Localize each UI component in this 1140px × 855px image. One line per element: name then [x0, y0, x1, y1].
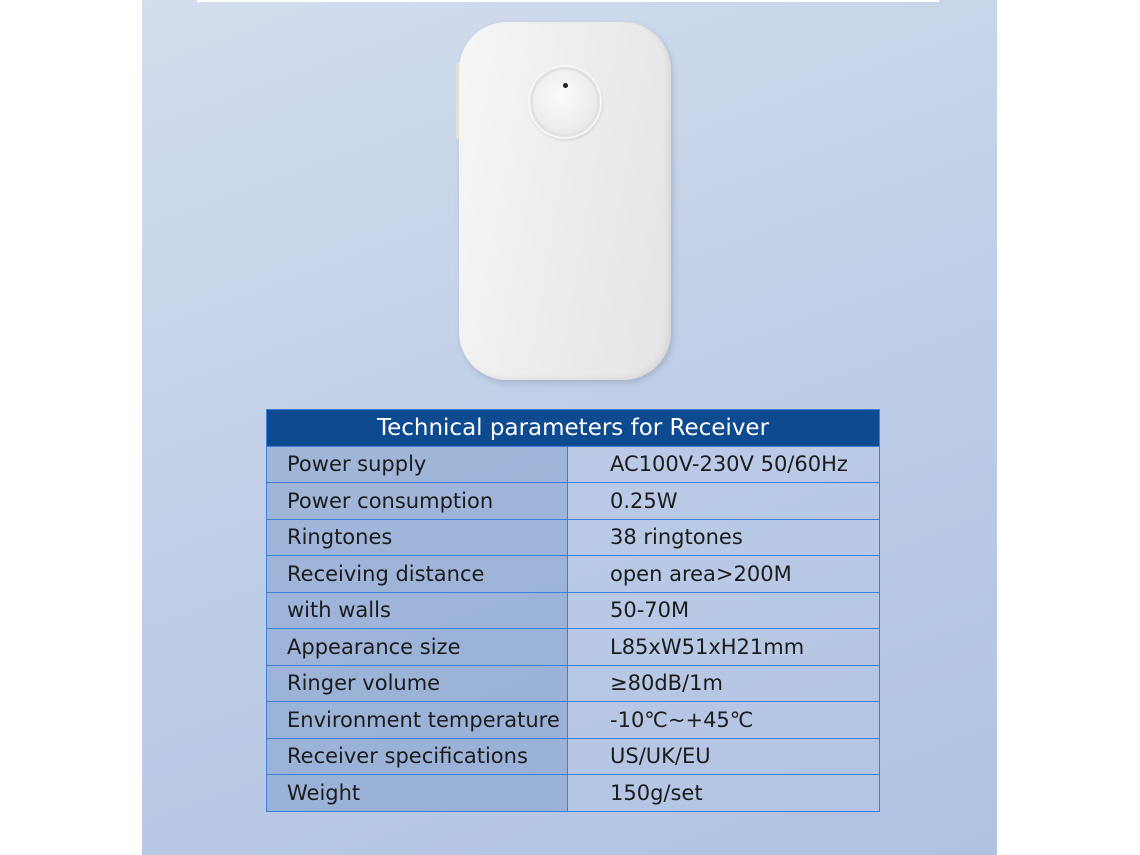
- spec-label: Ringtones: [267, 519, 568, 556]
- spec-value: 38 ringtones: [568, 519, 880, 556]
- spec-label: Receiver specifications: [267, 738, 568, 775]
- spec-value: -10℃~+45℃: [568, 702, 880, 739]
- table-row: [267, 592, 880, 629]
- spec-label: Power consumption: [267, 483, 568, 520]
- spec-label: Power supply: [267, 446, 568, 483]
- spec-table-header: [267, 410, 880, 447]
- spec-label: Receiving distance: [267, 556, 568, 593]
- table-row: [267, 483, 880, 520]
- spec-value: ≥80dB/1m: [568, 665, 880, 702]
- spec-value: L85xW51xH21mm: [568, 629, 880, 666]
- device-ring-button: [530, 67, 600, 137]
- spec-value: 150g/set: [568, 775, 880, 812]
- table-row: [267, 519, 880, 556]
- receiver-device-image: [459, 22, 671, 380]
- device-indicator-dot: [563, 83, 568, 88]
- spec-value: AC100V-230V 50/60Hz: [568, 446, 880, 483]
- spec-label: Environment temperature: [267, 702, 568, 739]
- spec-value: 50-70M: [568, 592, 880, 629]
- spec-value: open area>200M: [568, 556, 880, 593]
- table-row: [267, 702, 880, 739]
- table-row: [267, 629, 880, 666]
- spec-table: [266, 409, 880, 812]
- spec-value: 0.25W: [568, 483, 880, 520]
- spec-label: Ringer volume: [267, 665, 568, 702]
- table-row: [267, 665, 880, 702]
- spec-value: US/UK/EU: [568, 738, 880, 775]
- table-row: [267, 556, 880, 593]
- top-divider: [197, 0, 939, 2]
- spec-label: Weight: [267, 775, 568, 812]
- table-title: Technical parameters for Receiver: [267, 410, 880, 447]
- table-row: [267, 738, 880, 775]
- table-row: [267, 775, 880, 812]
- product-panel: [142, 0, 997, 855]
- table-row: [267, 446, 880, 483]
- spec-label: with walls: [267, 592, 568, 629]
- spec-label: Appearance size: [267, 629, 568, 666]
